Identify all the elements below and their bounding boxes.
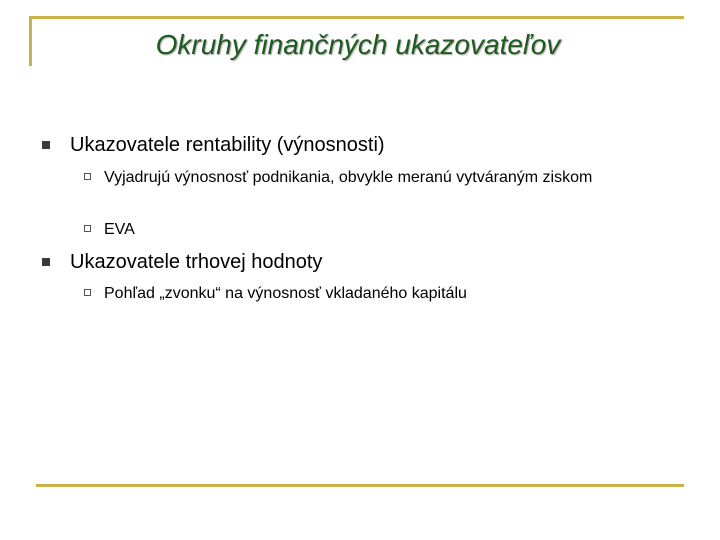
hollow-square-bullet-icon — [84, 289, 91, 296]
square-bullet-icon — [42, 258, 50, 266]
sub-list-item-label: EVA — [104, 221, 135, 238]
list-item-label: Ukazovatele rentability (výnosnosti) — [70, 134, 385, 156]
hollow-square-bullet-icon — [84, 173, 91, 180]
sub-list-item-label: Vyjadrujú výnosnosť podnikania, obvykle meranú vytváraným ziskom — [104, 169, 593, 186]
hollow-square-bullet-icon — [84, 225, 91, 232]
left-decorative-rule — [29, 16, 32, 66]
list-item-label: Ukazovatele trhovej hodnoty — [70, 251, 323, 273]
top-decorative-rule — [29, 16, 684, 19]
sub-list-item-label: Pohľad „zvonku“ na výnosnosť vkladaného kapitálu — [104, 285, 467, 302]
slide-title: Okruhy finančných ukazovateľov — [155, 29, 561, 60]
square-bullet-icon — [42, 141, 50, 149]
bottom-decorative-rule — [36, 484, 684, 487]
